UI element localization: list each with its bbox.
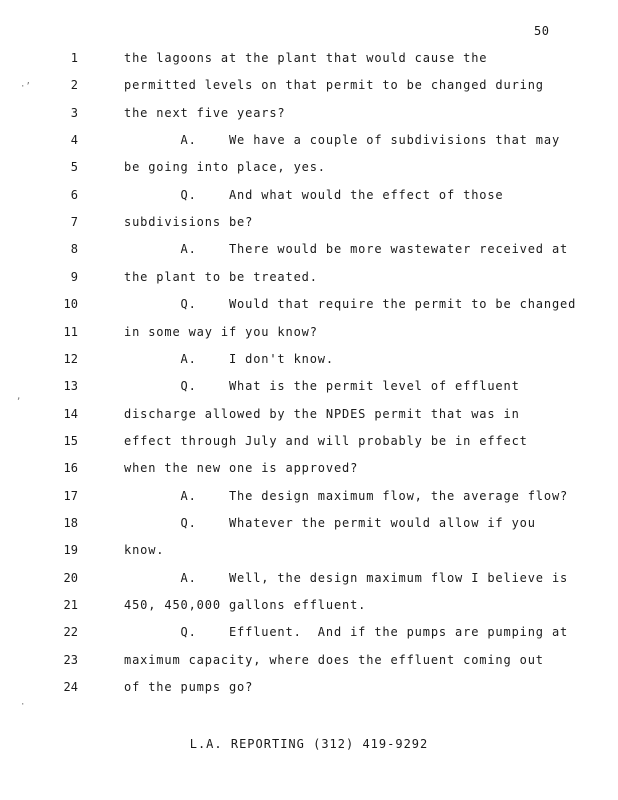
transcript-line xyxy=(0,486,618,506)
transcript-line xyxy=(0,267,618,287)
transcript-line xyxy=(0,404,618,424)
line-number: 18 xyxy=(63,515,78,530)
transcript-line xyxy=(0,677,618,697)
line-number: 4 xyxy=(70,133,78,148)
line-text: in some way if you know? xyxy=(124,324,318,339)
line-number: 7 xyxy=(70,215,78,230)
margin-scan-mark: ‚ xyxy=(16,392,22,402)
line-text: of the pumps go? xyxy=(124,680,254,695)
transcript-line xyxy=(0,513,618,533)
transcript-line xyxy=(0,431,618,451)
line-text: maximum capacity, where does the effluent coming out xyxy=(124,652,544,667)
line-number: 6 xyxy=(70,187,78,202)
line-text: Q. Effluent. And if the pumps are pumping at xyxy=(124,625,569,640)
line-number: 10 xyxy=(63,297,78,312)
line-number: 14 xyxy=(63,406,78,421)
line-text: know. xyxy=(124,543,165,558)
transcript-line xyxy=(0,48,618,68)
line-number: 21 xyxy=(63,598,78,612)
line-text: A. The design maximum flow, the average flow? xyxy=(124,488,569,503)
line-number: 11 xyxy=(63,324,78,339)
transcript-line xyxy=(0,157,618,177)
line-text: the lagoons at the plant that would cause the xyxy=(124,51,488,65)
line-text: 450, 450,000 gallons effluent. xyxy=(124,598,367,612)
line-text: when the new one is approved? xyxy=(124,461,359,476)
transcript-line xyxy=(0,75,618,95)
transcript-line xyxy=(0,185,618,205)
transcript-line xyxy=(0,540,618,560)
line-text: Q. And what would the effect of those xyxy=(124,187,504,202)
page-number: 50 xyxy=(534,24,550,38)
line-number: 9 xyxy=(70,269,78,284)
reporter-footer: L.A. REPORTING (312) 419-9292 xyxy=(189,737,429,751)
margin-scan-mark: ·’ xyxy=(20,82,31,92)
line-text: A. Well, the design maximum flow I believe is xyxy=(124,570,569,585)
line-number: 20 xyxy=(63,570,78,585)
transcript-line xyxy=(0,622,618,642)
line-number: 16 xyxy=(63,461,78,476)
line-text: A. There would be more wastewater received at xyxy=(124,242,569,257)
transcript-line xyxy=(0,349,618,369)
line-number: 22 xyxy=(63,625,78,640)
transcript-line xyxy=(0,130,618,150)
transcript-line xyxy=(0,322,618,342)
line-text: A. I don't know. xyxy=(124,351,334,366)
line-number: 1 xyxy=(70,51,78,65)
margin-scan-mark: · xyxy=(20,700,26,710)
transcript-line xyxy=(0,568,618,588)
line-number: 2 xyxy=(70,78,78,93)
line-text: permitted levels on that permit to be changed during xyxy=(124,78,544,93)
transcript-line xyxy=(0,595,618,615)
transcript-line xyxy=(0,650,618,670)
line-text: subdivisions be? xyxy=(124,215,254,230)
line-text: be going into place, yes. xyxy=(124,160,326,175)
line-number: 23 xyxy=(63,652,78,667)
transcript-line xyxy=(0,294,618,314)
line-text: Q. Whatever the permit would allow if you xyxy=(124,515,536,530)
transcript-line xyxy=(0,376,618,396)
line-number: 5 xyxy=(70,160,78,175)
line-text: the next five years? xyxy=(124,105,286,120)
transcript-line xyxy=(0,458,618,478)
transcript-line xyxy=(0,212,618,232)
line-text: Q. Would that require the permit to be changed xyxy=(124,297,577,312)
transcript-line xyxy=(0,103,618,123)
line-number: 8 xyxy=(70,242,78,257)
line-number: 12 xyxy=(63,351,78,366)
line-number: 3 xyxy=(70,105,78,120)
line-text: discharge allowed by the NPDES permit that was in xyxy=(124,406,520,421)
line-number: 17 xyxy=(63,488,78,503)
line-text: A. We have a couple of subdivisions that may xyxy=(124,133,561,148)
transcript-line xyxy=(0,239,618,259)
line-text: effect through July and will probably be in effect xyxy=(124,433,528,448)
line-number: 19 xyxy=(63,543,78,558)
line-text: the plant to be treated. xyxy=(124,269,318,284)
line-text: Q. What is the permit level of effluent xyxy=(124,379,520,394)
line-number: 15 xyxy=(63,433,78,448)
line-number: 24 xyxy=(63,680,78,695)
line-number: 13 xyxy=(63,379,78,394)
